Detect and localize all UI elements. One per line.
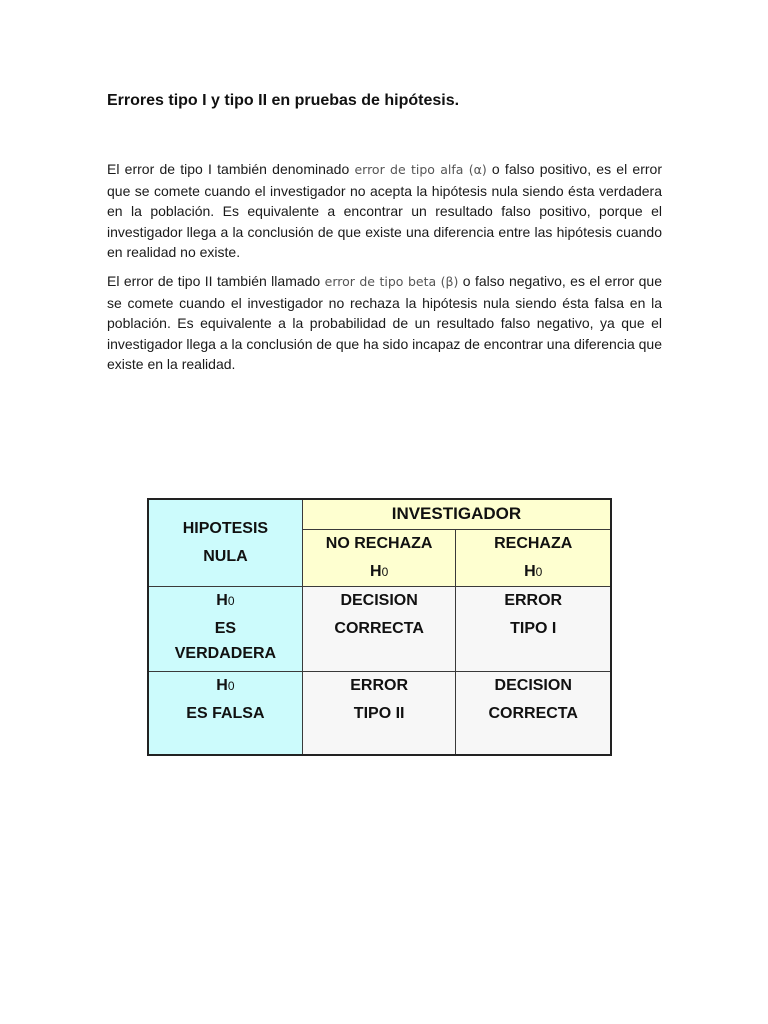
cell-line: ERROR [504,592,563,609]
cell-line: TIPO II [353,705,405,722]
error-type-table [147,498,612,756]
h0-letter: H [216,592,228,609]
h0-symbol [216,587,234,615]
investigador-header: INVESTIGADOR [302,499,611,530]
h0-symbol [524,558,542,586]
term-beta-error: error de tipo beta (β) [324,274,459,289]
row-header-line: ES FALSA [186,705,265,722]
h0-letter: H [370,563,382,580]
h0-subscript: 0 [381,565,389,579]
paragraph-text: El error de tipo I también denominado [107,161,355,177]
h0-symbol [370,558,388,586]
corner-header-line: HIPOTESIS [182,520,269,537]
column-header-rechaza [456,530,611,587]
cell-line: CORRECTA [488,705,578,722]
h0-subscript: 0 [227,679,235,693]
paragraph-text: o falso positivo, es el error que se comete cuando el investigador no acepta la hipótesis nula siendo ésta verdadera en la población. Es equivalente a encontrar un resultado falso positivo, porque el investigador llega a la conclusión de que existe una diferencia entre las hipótesis cuando en realidad no existe. [107,161,662,261]
column-header-label: NO RECHAZA [325,535,433,552]
cell-correct-decision [456,672,611,756]
column-header-label: RECHAZA [494,535,573,552]
row-header-line: ES [214,620,237,637]
h0-letter: H [216,677,228,694]
cell-correct-decision [302,587,456,672]
cell-type-1-error [456,587,611,672]
paragraph-text: o falso negativo, es el error que se comete cuando el investigador no rechaza la hipótesis nula siendo ésta falsa en la población. Es equivalente a la probabilidad de un resultado falso negativo, ya que el investigador llega a la conclusión de que ha sido incapaz de encontrar una diferencia que existe en la realidad. [107,273,662,373]
row-header-h0-true [148,587,302,672]
paragraph-text: El error de tipo II también llamado [107,273,325,289]
corner-header-line: NULA [203,548,248,565]
row-header-h0-false [148,672,302,756]
row-header-line: VERDADERA [174,645,277,662]
cell-line: TIPO I [510,620,557,637]
h0-symbol [216,672,234,700]
corner-header-cell [148,499,302,587]
term-alpha-error: error de tipo alfa (α) [354,162,487,177]
paragraph-type-1-error [107,159,662,263]
document-title: Errores tipo I y tipo II en pruebas de hipótesis. [107,92,460,109]
cell-line: DECISION [494,677,572,694]
h0-letter: H [524,563,536,580]
h0-subscript: 0 [535,565,543,579]
cell-line: CORRECTA [334,620,424,637]
cell-line: DECISION [340,592,418,609]
cell-line: ERROR [350,677,409,694]
paragraph-type-2-error [107,271,662,375]
h0-subscript: 0 [227,594,235,608]
column-header-no-rechaza [302,530,456,587]
cell-type-2-error [302,672,456,756]
